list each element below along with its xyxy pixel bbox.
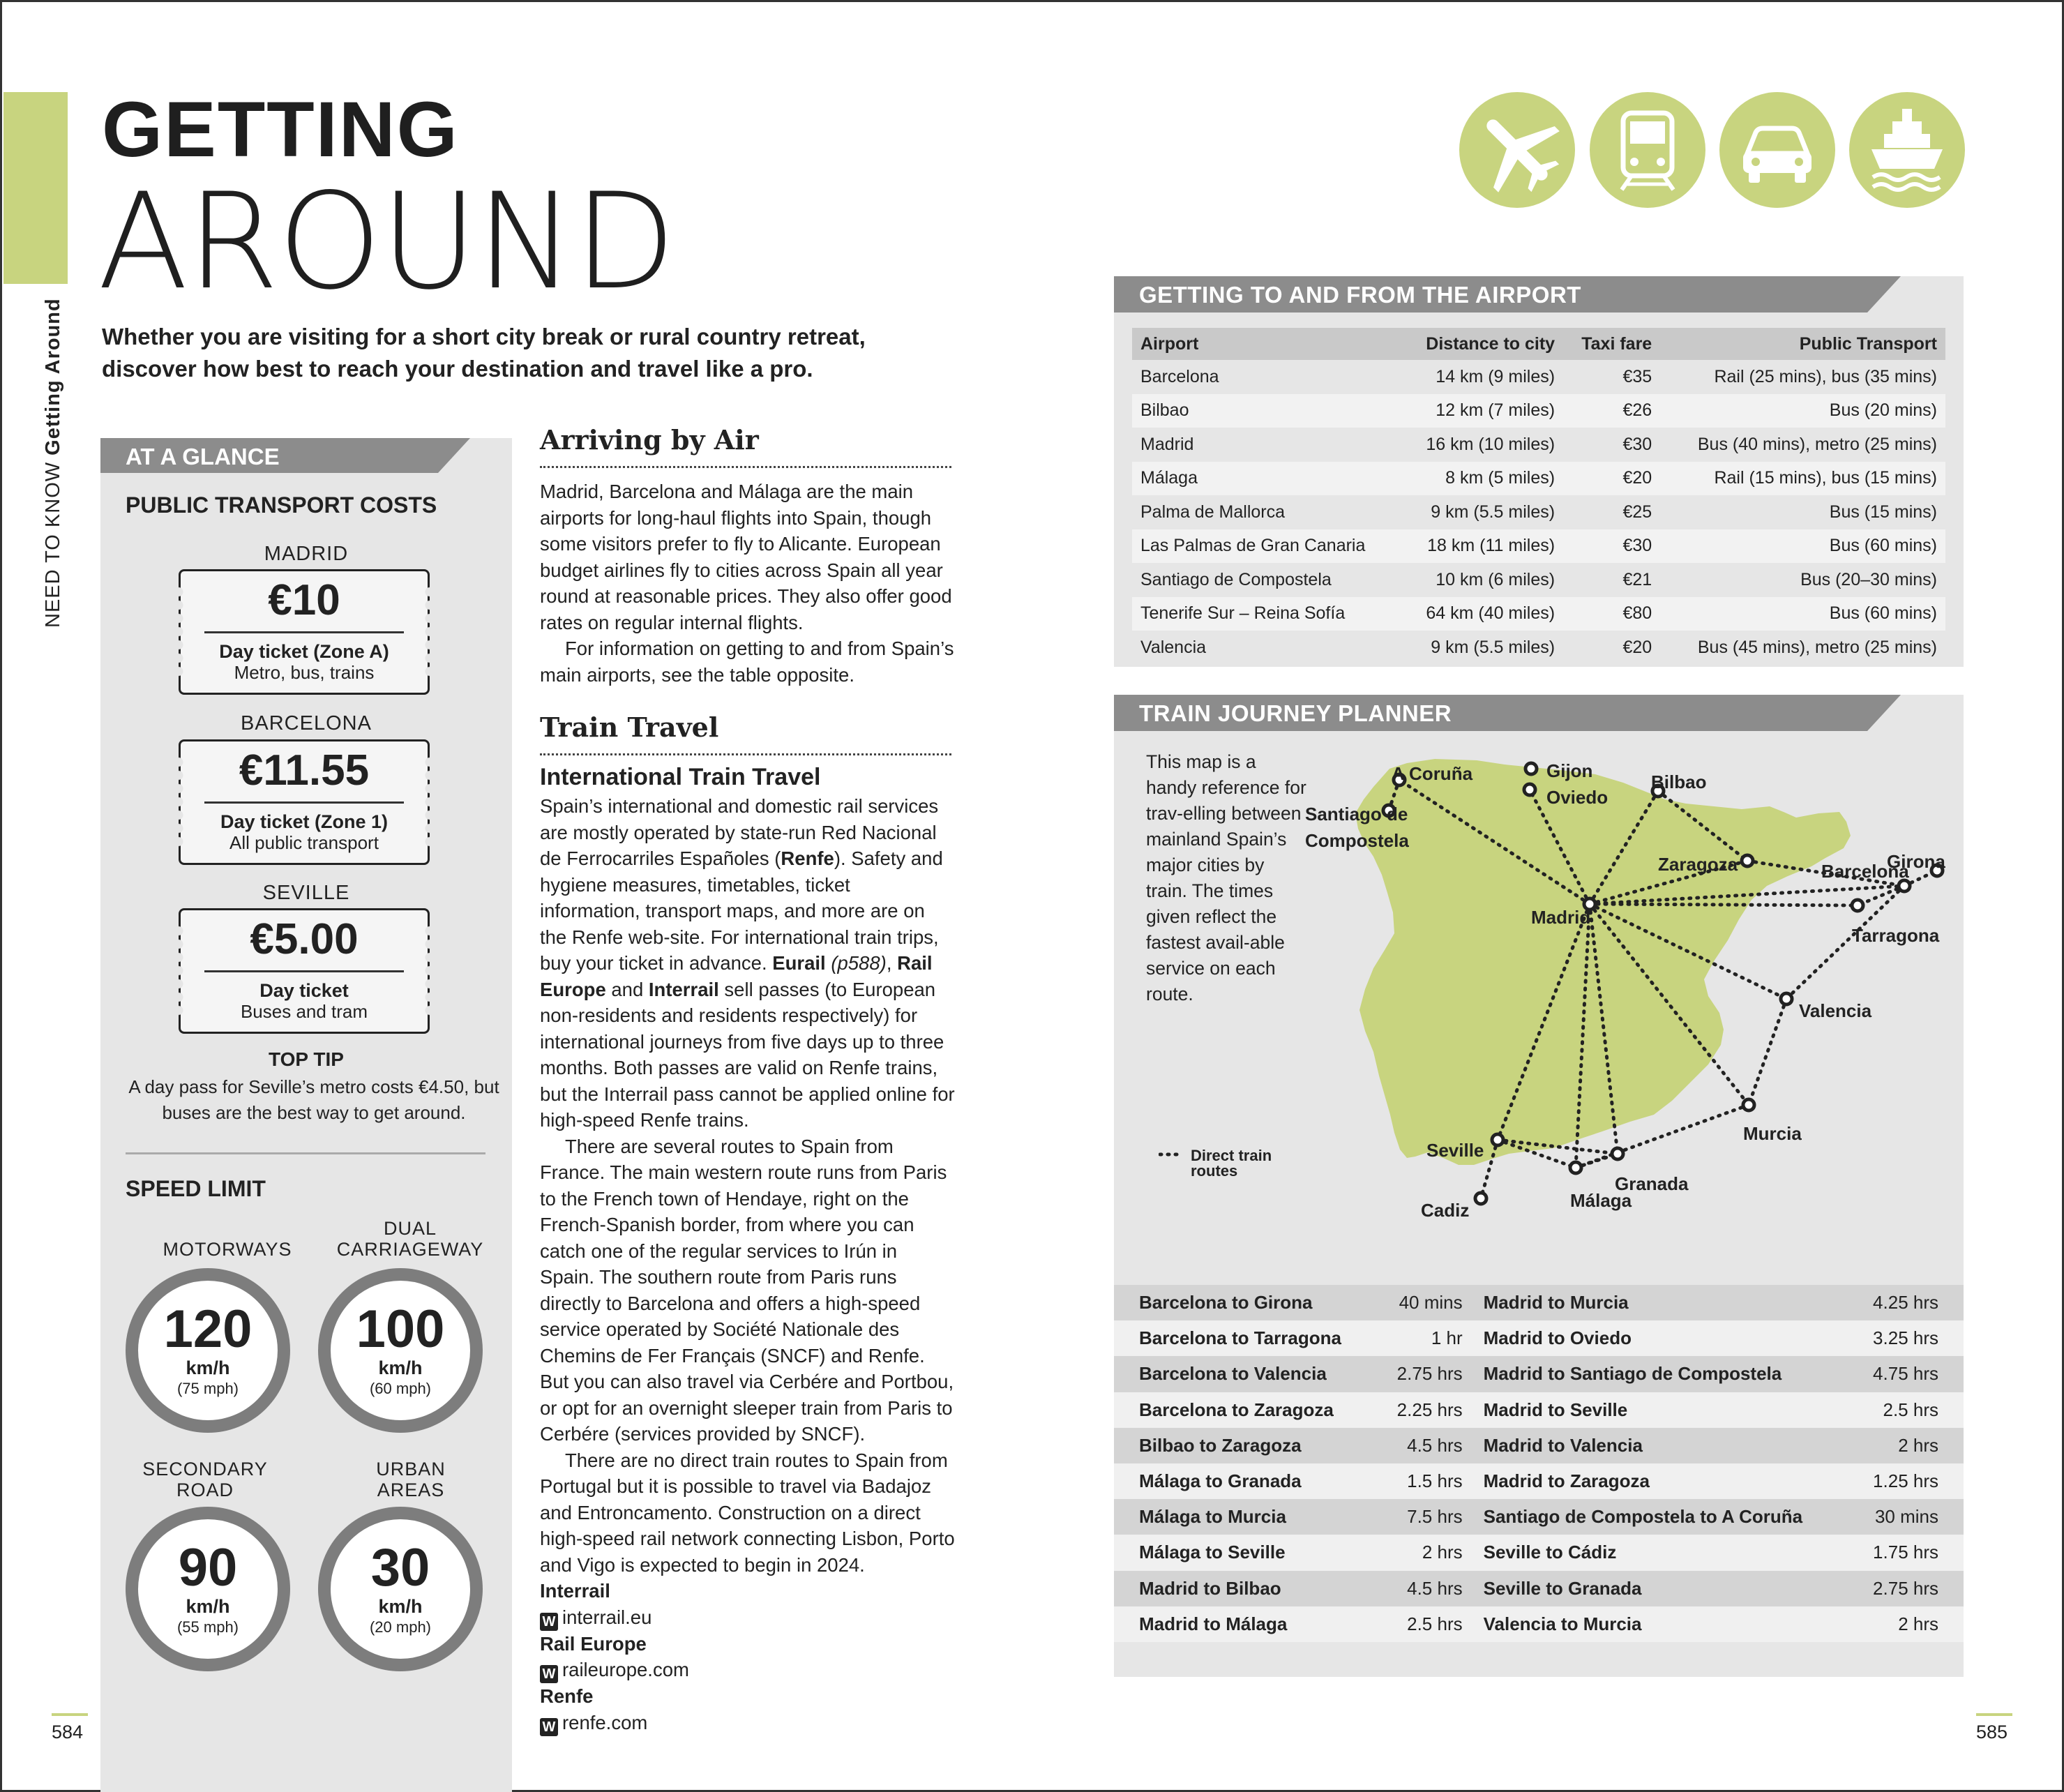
airport-table [1132, 328, 1945, 665]
speed-unit: km/h [378, 1357, 423, 1378]
ship-icon [1849, 92, 1965, 208]
top-tip-heading: TOP TIP [269, 1048, 344, 1070]
city-label: Málaga [1570, 1190, 1632, 1211]
airport-cell: 14 km (9 miles) [1436, 366, 1555, 386]
speed-mph: (75 mph) [176, 1380, 239, 1397]
ticket-city: MADRID [264, 543, 349, 565]
speed-label: DUAL CARRIAGEWAY [336, 1218, 484, 1260]
route-time: 2.75 hrs [1378, 1356, 1470, 1392]
at-a-glance-header: AT A GLANCE [100, 438, 438, 473]
airport-cell: €26 [1563, 394, 1660, 428]
speed-sign [318, 1507, 483, 1671]
airport-col-header: Taxi fare [1563, 328, 1660, 360]
airport-cell: 12 km (7 miles) [1401, 394, 1563, 428]
spain-rail-map [1114, 731, 1964, 1286]
web-icon: W [540, 1718, 558, 1736]
route-name: Valencia to Murcia [1471, 1606, 1853, 1642]
city-marker [1524, 784, 1535, 795]
airport-cell: 64 km (40 miles) [1401, 597, 1563, 631]
arriving-by-air-heading: Arriving by Air [540, 424, 759, 455]
city-label: Valencia [1799, 1000, 1872, 1021]
ticket-price: €5.00 [250, 915, 359, 963]
ticket-price: €10 [268, 576, 340, 624]
city-label: Zaragoza [1658, 854, 1738, 875]
train-travel-heading: Train Travel [540, 711, 719, 743]
route-row [1114, 1320, 1964, 1356]
city-marker [1612, 1148, 1623, 1159]
airport-cell: Bus (40 mins), metro (25 mins) [1697, 434, 1937, 454]
speed-unit: km/h [186, 1596, 230, 1617]
airport-cell: Madrid [1140, 434, 1194, 454]
route-time: 7.5 hrs [1378, 1499, 1470, 1535]
speed-sign [318, 1268, 483, 1433]
speed-label: MOTORWAYS [163, 1239, 292, 1260]
airport-row [1132, 563, 1945, 597]
airport-col-header: Distance to city [1401, 328, 1563, 360]
airport-cell: 18 km (11 miles) [1401, 529, 1563, 564]
route-time: 2.5 hrs [1378, 1606, 1470, 1642]
city-marker [1781, 993, 1792, 1004]
route-name: Barcelona to Tarragona [1114, 1320, 1378, 1356]
city-marker [1492, 1134, 1503, 1145]
city-label: Murcia [1743, 1123, 1802, 1144]
airport-cell: €30 [1563, 529, 1660, 564]
airport-cell: Bilbao [1132, 394, 1401, 428]
city-label: Cadiz [1421, 1200, 1470, 1221]
airport-cell: Bus (60 mins) [1660, 529, 1945, 564]
airport-cell: Barcelona [1140, 366, 1219, 386]
rail-route-line [1749, 999, 1786, 1105]
city-label: A Coruña [1392, 763, 1473, 784]
route-row [1114, 1392, 1964, 1428]
airport-cell: €35 [1622, 366, 1652, 386]
airport-cell: Bus (20 mins) [1660, 394, 1945, 428]
page-title-line2: AROUND [98, 165, 675, 319]
route-row [1114, 1535, 1964, 1570]
city-marker [1526, 763, 1537, 774]
airport-cell: 10 km (6 miles) [1436, 569, 1555, 589]
airport-cell: €20 [1622, 637, 1652, 657]
transport-costs-heading: PUBLIC TRANSPORT COSTS [126, 492, 437, 518]
route-name: Madrid to Seville [1471, 1392, 1853, 1428]
airport-row [1132, 360, 1945, 394]
city-marker [1475, 1193, 1486, 1204]
airport-cell: Tenerife Sur – Reina Sofía [1132, 597, 1401, 631]
airport-cell: Bus (45 mins), metro (25 mins) [1697, 637, 1937, 657]
city-marker [1570, 1162, 1581, 1173]
speed-sign [126, 1268, 290, 1433]
at-a-glance-panel [100, 438, 512, 1792]
ticket-card [179, 908, 430, 1034]
city-label: Seville [1426, 1140, 1484, 1161]
airplane-icon [1459, 92, 1575, 208]
web-icon: W [540, 1613, 558, 1631]
legend-text: Direct train routes [1191, 1147, 1272, 1180]
airport-cell: Las Palmas de Gran Canaria [1132, 529, 1401, 564]
page-number-right: 585 [1976, 1722, 2008, 1742]
route-time: 2 hrs [1853, 1606, 1964, 1642]
airport-cell: €25 [1622, 502, 1652, 522]
link-name: Rail Europe [540, 1632, 647, 1655]
route-row [1114, 1571, 1964, 1606]
city-marker [1742, 855, 1753, 866]
route-name: Seville to Cádiz [1471, 1535, 1853, 1570]
route-name: Madrid to Zaragoza [1471, 1463, 1853, 1499]
route-time: 1.25 hrs [1853, 1463, 1964, 1499]
route-time: 3.25 hrs [1853, 1320, 1964, 1356]
ticket-label: Day ticket [259, 980, 349, 1001]
legend-dotted-line [1159, 1151, 1184, 1158]
airport-row [1132, 529, 1945, 564]
page-title-line1: GETTING [102, 86, 459, 173]
city-marker [1743, 1099, 1754, 1110]
ticket-card [179, 569, 430, 695]
city-marker [1899, 880, 1910, 891]
route-name: Málaga to Seville [1114, 1535, 1378, 1570]
car-icon [1719, 92, 1835, 208]
airport-cell: Bus (60 mins) [1660, 597, 1945, 631]
speed-value: 100 [356, 1300, 445, 1359]
train-body-text: Spain’s international and domestic rail services are mostly operated by state-run Red Nacional de Ferrocarriles Españoles (Renfe). Safety and hygiene measures, timetables, ticket information, transport maps, and more are on the Renfe web-site. For international train trips, buy your ticket in advance. Eurail (p588), Rail Europe and Interrail sell passes (to European non-residents and residents respectively) for international journeys from five days up to three months. Both passes are valid on Renfe trains, but the Interrail pass cannot be applied online for high-speed Renfe trains. There are several routes to Spain from France. The main western route runs from Paris to the French town of Hendaye, right on the French-Spanish border, from where you can catch one of the regular services to Irún in Spain. The southern route from Paris runs directly to Barcelona and offers a high-speed service operated by Société Nationale des Chemins de Fer Français (SNCF) and Renfe. But you can also travel via Cerbére and Portbou, or opt for an overnight sleeper train from Paris to Cerbére (services provided by SNCF). There are no direct train routes to Spain from Portugal but it is possible to travel via Badajoz and Entroncamento. Construction on a direct high-speed rail network connecting Lisbon, Porto and Vigo is expected to begin in 2024. Interrail W interrail.eu Rail Europe W raileurope.com Renfe W renfe.com [540, 795, 955, 1735]
link-name: Interrail [540, 1580, 610, 1602]
route-time: 2.25 hrs [1378, 1392, 1470, 1428]
route-time: 30 mins [1853, 1499, 1964, 1535]
route-time: 1.5 hrs [1378, 1463, 1470, 1499]
map-legend [1191, 1148, 1295, 1179]
ticket-price: €11.55 [239, 746, 370, 795]
route-time: 1 hr [1378, 1320, 1470, 1356]
airport-cell: 16 km (10 miles) [1426, 434, 1555, 454]
speed-sign [126, 1507, 290, 1671]
web-icon: W [540, 1665, 558, 1683]
ticket-sub: All public transport [229, 832, 379, 853]
city-label: Granada [1615, 1173, 1689, 1194]
route-time: 2 hrs [1378, 1535, 1470, 1570]
page-number-left: 584 [52, 1722, 84, 1742]
airport-cell: Rail (25 mins), bus (35 mins) [1714, 366, 1937, 386]
route-name: Barcelona to Valencia [1114, 1356, 1378, 1392]
city-label: Girona [1887, 851, 1945, 872]
side-section-label: NEED TO KNOW Getting Around [42, 298, 64, 628]
airport-cell: 9 km (5.5 miles) [1431, 502, 1555, 522]
route-row [1114, 1428, 1964, 1463]
airport-row [1132, 462, 1945, 496]
route-row [1114, 1606, 1964, 1642]
route-row [1114, 1463, 1964, 1499]
airport-cell: Málaga [1132, 462, 1401, 496]
airport-cell: Rail (15 mins), bus (15 mins) [1660, 462, 1945, 496]
interrail-link[interactable]: interrail.eu [562, 1606, 652, 1628]
intro-text: Whether you are visiting for a short city break or rural country retreat, discover how best to reach your destination and travel like a pro. [102, 324, 866, 382]
raileurope-link[interactable]: raileurope.com [562, 1659, 689, 1680]
speed-value: 90 [178, 1538, 238, 1597]
route-row [1114, 1285, 1964, 1320]
ticket-label: Day ticket (Zone 1) [220, 811, 389, 832]
city-label: Tarragona [1852, 925, 1940, 946]
airport-row [1132, 631, 1945, 665]
airport-cell: 9 km (5.5 miles) [1431, 637, 1555, 657]
train-icon [1590, 92, 1705, 208]
speed-value: 120 [163, 1300, 253, 1359]
airport-panel-header: GETTING TO AND FROM THE AIRPORT [1114, 276, 1867, 313]
city-label: Gijon [1546, 760, 1593, 781]
route-name: Santiago de Compostela to A Coruña [1471, 1499, 1853, 1535]
route-name: Madrid to Oviedo [1471, 1320, 1853, 1356]
route-time: 1.75 hrs [1853, 1535, 1964, 1570]
speed-limit-heading: SPEED LIMIT [126, 1176, 266, 1201]
accent-bar [3, 92, 68, 284]
speed-mph: (60 mph) [369, 1380, 432, 1397]
city-label: Santiago de Compostela [1305, 804, 1409, 851]
airport-cell: Bus (20–30 mins) [1800, 569, 1937, 589]
airport-cell: Santiago de Compostela [1140, 569, 1332, 589]
airport-cell: €21 [1622, 569, 1652, 589]
ticket-city: BARCELONA [241, 712, 372, 735]
speed-value: 30 [370, 1538, 430, 1597]
renfe-link[interactable]: renfe.com [562, 1711, 648, 1733]
airport-row [1132, 597, 1945, 631]
route-name: Bilbao to Zaragoza [1114, 1428, 1378, 1463]
city-label: Madrid [1531, 907, 1591, 928]
city-marker [1852, 900, 1863, 911]
route-row [1114, 1356, 1964, 1392]
airport-row [1132, 428, 1945, 462]
ticket-sub: Buses and tram [240, 1001, 368, 1022]
spain-landmass [1355, 759, 1851, 1165]
airport-cell: Palma de Mallorca [1140, 502, 1286, 522]
city-label: Bilbao [1651, 771, 1707, 792]
route-name: Madrid to Málaga [1114, 1606, 1378, 1642]
speed-unit: km/h [186, 1357, 230, 1378]
speed-unit: km/h [378, 1596, 423, 1617]
ticket-city: SEVILLE [262, 882, 350, 904]
route-time: 4.75 hrs [1853, 1356, 1964, 1392]
ticket-sub: Metro, bus, trains [234, 662, 375, 683]
route-name: Madrid to Santiago de Compostela [1471, 1356, 1853, 1392]
route-name: Madrid to Bilbao [1114, 1571, 1378, 1606]
airport-cell: Valencia [1140, 637, 1207, 657]
route-time: 4.5 hrs [1378, 1428, 1470, 1463]
route-name: Barcelona to Zaragoza [1114, 1392, 1378, 1428]
speed-mph: (55 mph) [176, 1618, 239, 1636]
international-train-subtitle: International Train Travel [540, 764, 821, 790]
route-name: Madrid to Valencia [1471, 1428, 1853, 1463]
route-time: 2 hrs [1853, 1428, 1964, 1463]
ticket-card [179, 739, 430, 865]
link-name: Renfe [540, 1685, 594, 1707]
airport-cell: 8 km (5 miles) [1401, 462, 1563, 496]
route-name: Barcelona to Girona [1114, 1285, 1378, 1320]
airport-cell: Bus (15 mins) [1829, 502, 1937, 522]
routes-table [1114, 1285, 1964, 1642]
route-time: 4.5 hrs [1378, 1571, 1470, 1606]
map-description: This map is a handy reference for trav-elling between mainland Spain’s major cities by train. The times given reflect the fastest avail-able service on each route. [1146, 751, 1306, 1004]
air-body-text: Madrid, Barcelona and Málaga are the main airports for long-haul flights into Spain, though some visitors prefer to fly to Alicante. European budget airlines fly to cities across Spain all year round at reasonable prices. They also offer good rates on regular internal flights. For information on getting to and from Spain’s main airports, see the table opposite. [540, 481, 954, 686]
speed-label: URBAN AREAS [376, 1459, 446, 1500]
route-name: Málaga to Murcia [1114, 1499, 1378, 1535]
speed-label: SECONDARY ROAD [142, 1459, 268, 1500]
route-time: 40 mins [1378, 1285, 1470, 1320]
city-label: Oviedo [1546, 787, 1609, 808]
airport-cell: €30 [1622, 434, 1652, 454]
speed-mph: (20 mph) [369, 1618, 432, 1636]
train-planner-header: TRAIN JOURNEY PLANNER [1114, 695, 1867, 731]
airport-col-header: Airport [1132, 328, 1401, 360]
airport-row [1132, 394, 1945, 428]
route-time: 2.5 hrs [1853, 1392, 1964, 1428]
route-time: 4.25 hrs [1853, 1285, 1964, 1320]
airport-row [1132, 495, 1945, 529]
ticket-label: Day ticket (Zone A) [219, 641, 389, 662]
city-label: Barcelona [1821, 861, 1909, 882]
top-tip-text: A day pass for Seville’s metro costs €4.50, but buses are the best way to get around. [128, 1076, 499, 1123]
route-name: Málaga to Granada [1114, 1463, 1378, 1499]
airport-cell: €80 [1563, 597, 1660, 631]
airport-cell: €20 [1563, 462, 1660, 496]
route-time: 2.75 hrs [1853, 1571, 1964, 1606]
route-name: Seville to Granada [1471, 1571, 1853, 1606]
airport-col-header: Public Transport [1660, 328, 1945, 360]
airport-panel [1114, 276, 1964, 667]
route-name: Madrid to Murcia [1471, 1285, 1853, 1320]
route-row [1114, 1499, 1964, 1535]
train-planner-panel [1114, 695, 1964, 1677]
